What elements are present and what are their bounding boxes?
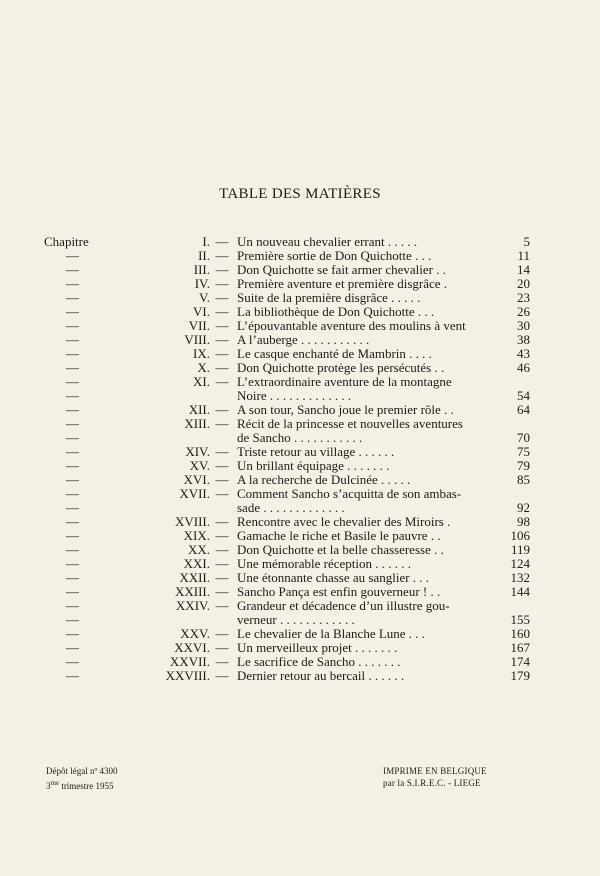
page-number: 14 bbox=[517, 262, 530, 277]
ditto-dash bbox=[44, 655, 108, 669]
separator-dash: — bbox=[215, 458, 229, 473]
chapter-number: IV. bbox=[194, 276, 210, 291]
chapter-number: VI. bbox=[193, 304, 210, 319]
ditto-dash bbox=[44, 291, 108, 305]
separator-dash: — bbox=[215, 472, 229, 487]
ditto-dash bbox=[44, 263, 108, 277]
page-number: 85 bbox=[517, 472, 530, 487]
ditto-dash bbox=[44, 389, 108, 403]
separator-dash: — bbox=[215, 416, 229, 431]
toc-entry bbox=[44, 445, 536, 459]
ditto-dash bbox=[44, 501, 108, 515]
toc-entry bbox=[44, 249, 536, 263]
page-number: 46 bbox=[517, 360, 530, 375]
chapter-number: V. bbox=[199, 290, 210, 305]
page-number: 174 bbox=[510, 654, 530, 669]
toc-entry bbox=[44, 291, 536, 305]
toc-entry bbox=[44, 655, 536, 669]
page-number: 23 bbox=[517, 290, 530, 305]
chapter-number: XXVIII. bbox=[165, 668, 210, 683]
ditto-dash bbox=[44, 277, 108, 291]
chapter-number: XI. bbox=[193, 374, 210, 389]
toc-entry bbox=[44, 333, 536, 347]
legal-deposit-notice bbox=[46, 765, 118, 792]
separator-dash: — bbox=[215, 542, 229, 557]
ditto-dash-mark: — bbox=[66, 318, 79, 333]
separator-dash: — bbox=[215, 262, 229, 277]
quarter-year: trimestre 1955 bbox=[59, 781, 114, 791]
chapter-title: Comment Sancho s’acquitta de son ambas- bbox=[237, 486, 462, 501]
separator-dash: — bbox=[215, 402, 229, 417]
ditto-dash-mark: — bbox=[66, 598, 79, 613]
chapter-title-continuation: Noire . . . . . . . . . . . . . bbox=[237, 388, 352, 403]
chapter-number: VIII. bbox=[184, 332, 210, 347]
ditto-dash-mark: — bbox=[66, 276, 79, 291]
ditto-dash-mark: — bbox=[66, 668, 79, 683]
printer-name-line: par la S.I.R.E.C. - LIEGE bbox=[383, 778, 481, 788]
ditto-dash-mark: — bbox=[66, 612, 79, 627]
chapter-number: XIX. bbox=[183, 528, 210, 543]
ditto-dash bbox=[44, 347, 108, 361]
printer-notice bbox=[383, 765, 487, 789]
ditto-dash bbox=[44, 473, 108, 487]
ditto-dash bbox=[44, 557, 108, 571]
toc-entry bbox=[44, 599, 536, 613]
toc-entry bbox=[44, 641, 536, 655]
chapter-number: XXII. bbox=[179, 570, 210, 585]
chapter-number: XXIV. bbox=[175, 598, 210, 613]
chapter-title: A son tour, Sancho joue le premier rôle . . bbox=[237, 402, 454, 417]
chapter-title: Don Quichotte se fait armer chevalier . . bbox=[237, 262, 446, 277]
ditto-dash bbox=[44, 669, 108, 683]
page-number: 155 bbox=[510, 612, 530, 627]
chapter-title: Un nouveau chevalier errant . . . . . bbox=[237, 234, 418, 249]
page-title: TABLE DES MATIÈRES bbox=[219, 186, 381, 202]
ditto-dash-mark: — bbox=[66, 402, 79, 417]
ditto-dash-mark: — bbox=[66, 304, 79, 319]
ditto-dash-mark: — bbox=[66, 360, 79, 375]
ditto-dash-mark: — bbox=[66, 556, 79, 571]
chapter-number: XIV. bbox=[185, 444, 210, 459]
separator-dash: — bbox=[215, 346, 229, 361]
ditto-dash-mark: — bbox=[66, 584, 79, 599]
ditto-dash bbox=[44, 613, 108, 627]
ditto-dash bbox=[44, 431, 108, 445]
separator-dash: — bbox=[215, 598, 229, 613]
page-number: 92 bbox=[517, 500, 530, 515]
toc-entry bbox=[44, 557, 536, 571]
toc-entry bbox=[44, 417, 536, 431]
ditto-dash-mark: — bbox=[66, 290, 79, 305]
chapter-title: Suite de la première disgrâce . . . . . bbox=[237, 290, 421, 305]
toc-entry-continuation bbox=[44, 431, 536, 445]
toc-entry-continuation bbox=[44, 389, 536, 403]
chapter-title: Le sacrifice de Sancho . . . . . . . bbox=[237, 654, 401, 669]
chapter-title: Une étonnante chasse au sanglier . . . bbox=[237, 570, 430, 585]
chapter-number: II. bbox=[198, 248, 210, 263]
page-number: 43 bbox=[517, 346, 530, 361]
chapter-number: XX. bbox=[187, 542, 210, 557]
toc-entry-continuation bbox=[44, 501, 536, 515]
chapter-title: Gamache le riche et Basile le pauvre . . bbox=[237, 528, 441, 543]
separator-dash: — bbox=[215, 248, 229, 263]
toc-entry bbox=[44, 375, 536, 389]
toc-entry bbox=[44, 403, 536, 417]
chapter-number: X. bbox=[197, 360, 210, 375]
chapter-title: Grandeur et décadence d’un illustre gou- bbox=[237, 598, 450, 613]
chapter-title: Un brillant équipage . . . . . . . bbox=[237, 458, 390, 473]
toc-entry bbox=[44, 473, 536, 487]
ditto-dash-mark: — bbox=[66, 430, 79, 445]
separator-dash: — bbox=[215, 514, 229, 529]
page-number: 11 bbox=[517, 248, 530, 263]
chapter-title: A la recherche de Dulcinée . . . . . bbox=[237, 472, 411, 487]
toc-entry bbox=[44, 263, 536, 277]
chapter-title: Une mémorable réception . . . . . . bbox=[237, 556, 411, 571]
page-number: 98 bbox=[517, 514, 530, 529]
ditto-dash-mark: — bbox=[66, 248, 79, 263]
chapter-title: Récit de la princesse et nouvelles aventures bbox=[237, 416, 463, 431]
toc-entry bbox=[44, 585, 536, 599]
chapter-title: A l’auberge . . . . . . . . . . . bbox=[237, 332, 370, 347]
page-number: 179 bbox=[510, 668, 530, 683]
separator-dash: — bbox=[215, 332, 229, 347]
page-number: 75 bbox=[517, 444, 530, 459]
ditto-dash bbox=[44, 571, 108, 585]
toc-entry bbox=[44, 305, 536, 319]
chapter-title: Don Quichotte protège les persécutés . . bbox=[237, 360, 445, 375]
chapter-title: L’épouvantable aventure des moulins à vent bbox=[237, 318, 466, 333]
chapter-number: XXV. bbox=[180, 626, 210, 641]
chapter-number: XVIII. bbox=[174, 514, 210, 529]
page-number: 144 bbox=[510, 584, 530, 599]
toc-entry bbox=[44, 361, 536, 375]
ditto-dash-mark: — bbox=[66, 640, 79, 655]
page-number: 64 bbox=[517, 402, 530, 417]
ditto-dash bbox=[44, 487, 108, 501]
ditto-dash bbox=[44, 459, 108, 473]
separator-dash: — bbox=[215, 668, 229, 683]
page-number: 160 bbox=[510, 626, 530, 641]
page-number: 132 bbox=[510, 570, 530, 585]
chapter-number: XV. bbox=[189, 458, 210, 473]
ditto-dash-mark: — bbox=[66, 388, 79, 403]
quarter-superscript: me bbox=[50, 779, 60, 787]
ditto-dash bbox=[44, 333, 108, 347]
chapter-title-continuation: sade . . . . . . . . . . . . . bbox=[237, 500, 345, 515]
toc-entry bbox=[44, 627, 536, 641]
ditto-dash bbox=[44, 319, 108, 333]
separator-dash: — bbox=[215, 584, 229, 599]
ditto-dash bbox=[44, 375, 108, 389]
chapter-number: XXI. bbox=[183, 556, 210, 571]
chapter-title: La bibliothèque de Don Quichotte . . . bbox=[237, 304, 435, 319]
separator-dash: — bbox=[215, 626, 229, 641]
ditto-dash-mark: — bbox=[66, 346, 79, 361]
ditto-dash-mark: — bbox=[66, 262, 79, 277]
ditto-dash-mark: — bbox=[66, 472, 79, 487]
page-number: 124 bbox=[510, 556, 530, 571]
toc-entry bbox=[44, 277, 536, 291]
chapter-title: Triste retour au village . . . . . . bbox=[237, 444, 395, 459]
ditto-dash-mark: — bbox=[66, 444, 79, 459]
ditto-dash-mark: — bbox=[66, 500, 79, 515]
chapter-title: Première aventure et première disgrâce . bbox=[237, 276, 448, 291]
chapter-number: XXIII. bbox=[174, 584, 210, 599]
ditto-dash bbox=[44, 361, 108, 375]
page-number: 167 bbox=[510, 640, 530, 655]
separator-dash: — bbox=[215, 318, 229, 333]
separator-dash: — bbox=[215, 374, 229, 389]
chapter-title: Sancho Pança est enfin gouverneur ! . . bbox=[237, 584, 441, 599]
chapter-number: IX. bbox=[193, 346, 210, 361]
toc-entry bbox=[44, 571, 536, 585]
ditto-dash bbox=[44, 627, 108, 641]
chapter-title: Don Quichotte et la belle chasseresse . . bbox=[237, 542, 444, 557]
table-of-contents bbox=[44, 235, 536, 683]
ditto-dash-mark: — bbox=[66, 458, 79, 473]
ditto-dash bbox=[44, 641, 108, 655]
chapter-title-continuation: de Sancho . . . . . . . . . . . bbox=[237, 430, 363, 445]
ditto-dash bbox=[44, 543, 108, 557]
toc-entry bbox=[44, 669, 536, 683]
chapter-number: XXVI. bbox=[174, 640, 210, 655]
ditto-dash-mark: — bbox=[66, 654, 79, 669]
separator-dash: — bbox=[215, 444, 229, 459]
ditto-dash bbox=[44, 305, 108, 319]
quarter-line bbox=[46, 777, 118, 792]
ditto-dash bbox=[44, 417, 108, 431]
chapter-number: XVI. bbox=[183, 472, 210, 487]
separator-dash: — bbox=[215, 570, 229, 585]
ditto-dash bbox=[44, 515, 108, 529]
separator-dash: — bbox=[215, 304, 229, 319]
toc-entry bbox=[44, 347, 536, 361]
chapter-number: I. bbox=[202, 234, 210, 249]
page-number: 30 bbox=[517, 318, 530, 333]
chapter-number: III. bbox=[193, 262, 210, 277]
ditto-dash bbox=[44, 585, 108, 599]
ditto-dash-mark: — bbox=[66, 570, 79, 585]
chapter-label: Chapitre bbox=[44, 234, 89, 249]
chapter-number: XII. bbox=[188, 402, 210, 417]
toc-entry bbox=[44, 459, 536, 473]
ditto-dash-mark: — bbox=[66, 528, 79, 543]
separator-dash: — bbox=[215, 486, 229, 501]
ditto-dash-mark: — bbox=[66, 542, 79, 557]
ditto-dash bbox=[44, 445, 108, 459]
page-number: 70 bbox=[517, 430, 530, 445]
separator-dash: — bbox=[215, 360, 229, 375]
toc-entry bbox=[44, 235, 536, 249]
separator-dash: — bbox=[215, 528, 229, 543]
page-number: 106 bbox=[510, 528, 530, 543]
page-number: 5 bbox=[523, 234, 530, 249]
toc-entry bbox=[44, 487, 536, 501]
chapter-title-continuation: verneur . . . . . . . . . . . . bbox=[237, 612, 355, 627]
ditto-dash bbox=[44, 599, 108, 613]
page-number: 26 bbox=[517, 304, 530, 319]
ditto-dash-mark: — bbox=[66, 374, 79, 389]
separator-dash: — bbox=[215, 290, 229, 305]
chapter-title: Première sortie de Don Quichotte . . . bbox=[237, 248, 432, 263]
toc-entry bbox=[44, 543, 536, 557]
chapter-title: L’extraordinaire aventure de la montagne bbox=[237, 374, 452, 389]
toc-entry bbox=[44, 319, 536, 333]
quarter-number: 3 bbox=[46, 781, 51, 791]
separator-dash: — bbox=[215, 234, 229, 249]
printed-in-line: IMPRIME EN BELGIQUE bbox=[383, 766, 487, 776]
separator-dash: — bbox=[215, 276, 229, 291]
chapter-number: VII. bbox=[188, 318, 210, 333]
ditto-dash-mark: — bbox=[66, 514, 79, 529]
ditto-dash bbox=[44, 403, 108, 417]
separator-dash: — bbox=[215, 556, 229, 571]
ditto-dash bbox=[44, 249, 108, 263]
legal-deposit-line: Dépôt légal nº 4300 bbox=[46, 766, 118, 776]
page-number: 38 bbox=[517, 332, 530, 347]
ditto-dash-mark: — bbox=[66, 486, 79, 501]
ditto-dash-mark: — bbox=[66, 332, 79, 347]
chapter-title: Dernier retour au bercail . . . . . . bbox=[237, 668, 405, 683]
page-number: 54 bbox=[517, 388, 530, 403]
separator-dash: — bbox=[215, 654, 229, 669]
page-number: 119 bbox=[510, 542, 530, 557]
ditto-dash-mark: — bbox=[66, 626, 79, 641]
chapter-number: XIII. bbox=[184, 416, 210, 431]
chapter-title: Rencontre avec le chevalier des Miroirs . bbox=[237, 514, 451, 529]
ditto-dash bbox=[44, 529, 108, 543]
ditto-dash-mark: — bbox=[66, 416, 79, 431]
chapter-number: XVII. bbox=[179, 486, 210, 501]
chapter-title: Le casque enchanté de Mambrin . . . . bbox=[237, 346, 432, 361]
toc-entry bbox=[44, 515, 536, 529]
chapter-title: Un merveilleux projet . . . . . . . bbox=[237, 640, 398, 655]
separator-dash: — bbox=[215, 640, 229, 655]
toc-entry-continuation bbox=[44, 613, 536, 627]
page-number: 79 bbox=[517, 458, 530, 473]
chapter-number: XXVII. bbox=[169, 654, 210, 669]
chapter-title: Le chevalier de la Blanche Lune . . . bbox=[237, 626, 426, 641]
toc-entry bbox=[44, 529, 536, 543]
page-number: 20 bbox=[517, 276, 530, 291]
